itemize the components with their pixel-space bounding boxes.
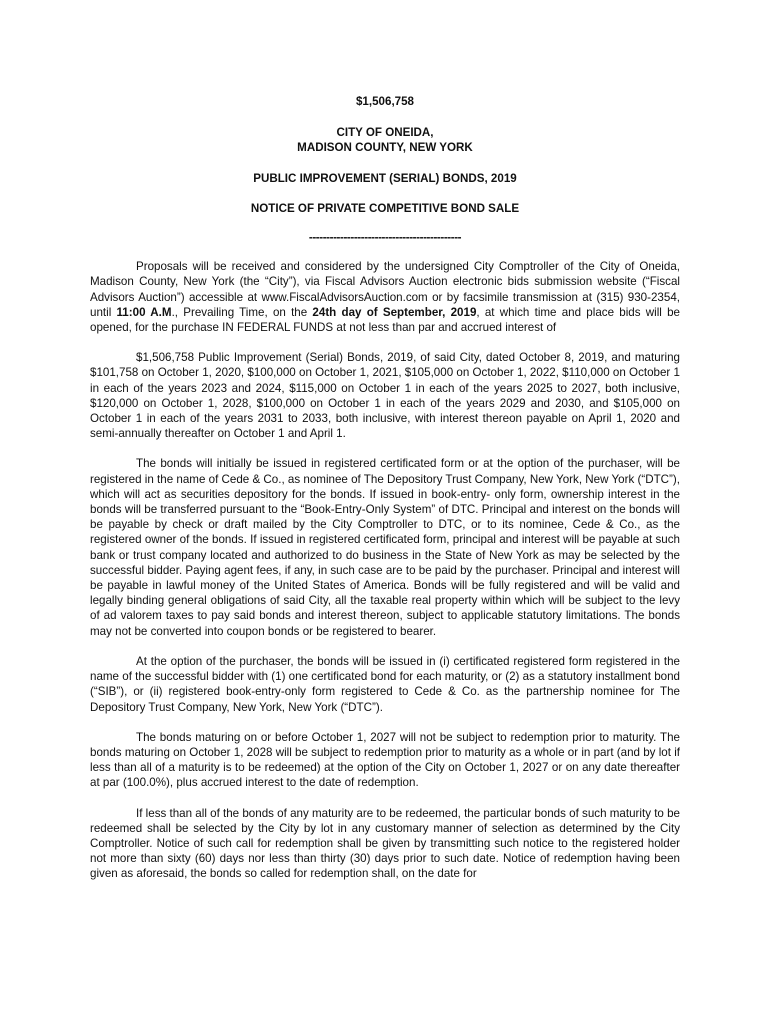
paragraph-proposals [90, 259, 680, 335]
issuer-county-line: MADISON COUNTY, NEW YORK [297, 141, 473, 155]
notice-title: NOTICE OF PRIVATE COMPETITIVE BOND SALE [250, 201, 520, 215]
paragraph-registration: The bonds will initially be issued in registered certificated form or at the option of the purchaser, will be registered in the name of Cede & Co., as nominee of The Depository Trust Company, New York, New York (“DTC”), which will act as securities depository for the bonds. If issued in book-entry- only form, ownership interest in the bonds will be transferred pursuant to the “Book-Entry-Only System” of DTC. Principal and interest on the bonds will be payable by check or draft mailed by the City Comptroller to DTC, or to its nominee, Cede & Co., as the registered owner of the bonds. If issued in registered certificated form, principal and interest will be payable at such bank or trust company located and authorized to do business in the State of New York as may be selected by the successful bidder. Paying agent fees, if any, in such case are to be paid by the purchaser. Principal and interest will be payable in lawful money of the United States of America. Bonds will be fully registered and will be valid and legally binding general obligations of said City, all the taxable real property within which will be subject to the levy of ad valorem taxes to pay said bonds and interest thereon, subject to applicable statutory limitations. The bonds may not be converted into coupon bonds or be registered to bearer. [90, 457, 680, 638]
bid-deadline-date: 24th day of September, 2019 [312, 305, 477, 319]
issuer-city-line: CITY OF ONEIDA, [336, 126, 434, 140]
paragraph-purchaser-option: At the option of the purchaser, the bonds will be issued in (i) certificated registered form registered in the name of the successful bidder with (1) one certificated bond for each maturity, or (2) as a statutory installment bond (“SIB”), or (ii) registered book-entry-only form registered to Cede & Co. as the partnership nominee for The Depository Trust Company, New York, New York (“DTC”). [90, 654, 680, 714]
issuer-heading [90, 125, 680, 155]
paragraph-redemption: The bonds maturing on or before October 1, 2027 will not be subject to redemption prior to maturity. The bonds maturing on October 1, 2028 will be subject to redemption prior to maturity as a whole or in part (and by lot if less than all of a maturity is to be redeemed) at the option of the City on October 1, 2027 or on any date thereafter at par (100.0%), plus accrued interest to the date of redemption. [90, 730, 680, 790]
bid-deadline-time: 11:00 A.M [116, 305, 172, 319]
proposals-text-end: , at which time and place bids will be opened, for the purchase IN FEDERAL FUNDS at not less than par and accrued interest of [90, 305, 680, 335]
proposals-text-mid: ., Prevailing Time, on the [171, 305, 313, 319]
paragraph-partial-redemption: If less than all of the bonds of any maturity are to be redeemed, the particular bonds of such maturity to be redeemed shall be selected by the City by lot in any customary manner of selection as determined by the City Comptroller. Notice of such call for redemption shall be given by transmitting such notice to the registered holder not more than sixty (60) days nor less than thirty (30) days prior to such date. Notice of redemption having been given as aforesaid, the bonds so called for redemption shall, on the date for [90, 806, 680, 881]
section-divider: -------------------------------------------- [308, 231, 462, 245]
proposals-text: Proposals will be received and considered by the undersigned City Comptroller of the City of Oneida, Madison County, New York (the “City”), via Fiscal Advisors Auction electronic bids submission website (“Fiscal Advisors Auction”) accessible at www.FiscalAdvisorsAuction.com or by facsimile transmission at (315) 930-2354, until [90, 260, 680, 319]
paragraph-maturities: $1,506,758 Public Improvement (Serial) Bonds, 2019, of said City, dated October 8, 2019, and maturing $101,758 on October 1, 2020, $100,000 on October 1, 2021, $105,000 on October 1, 2022, $110,000 on October 1 in each of the years 2023 and 2024, $115,000 on October 1 in each of the years 2025 to 2027, both inclusive, $120,000 on October 1, 2028, $100,000 on October 1 in each of the years 2029 and 2030, and $105,000 on October 1 in each of the years 2031 to 2033, both inclusive, with interest thereon payable on April 1, 2020 and semi-annually thereafter on October 1 and April 1. [90, 351, 680, 441]
bond-amount-heading: $1,506,758 [355, 95, 415, 108]
bonds-title: PUBLIC IMPROVEMENT (SERIAL) BONDS, 2019 [253, 171, 517, 185]
